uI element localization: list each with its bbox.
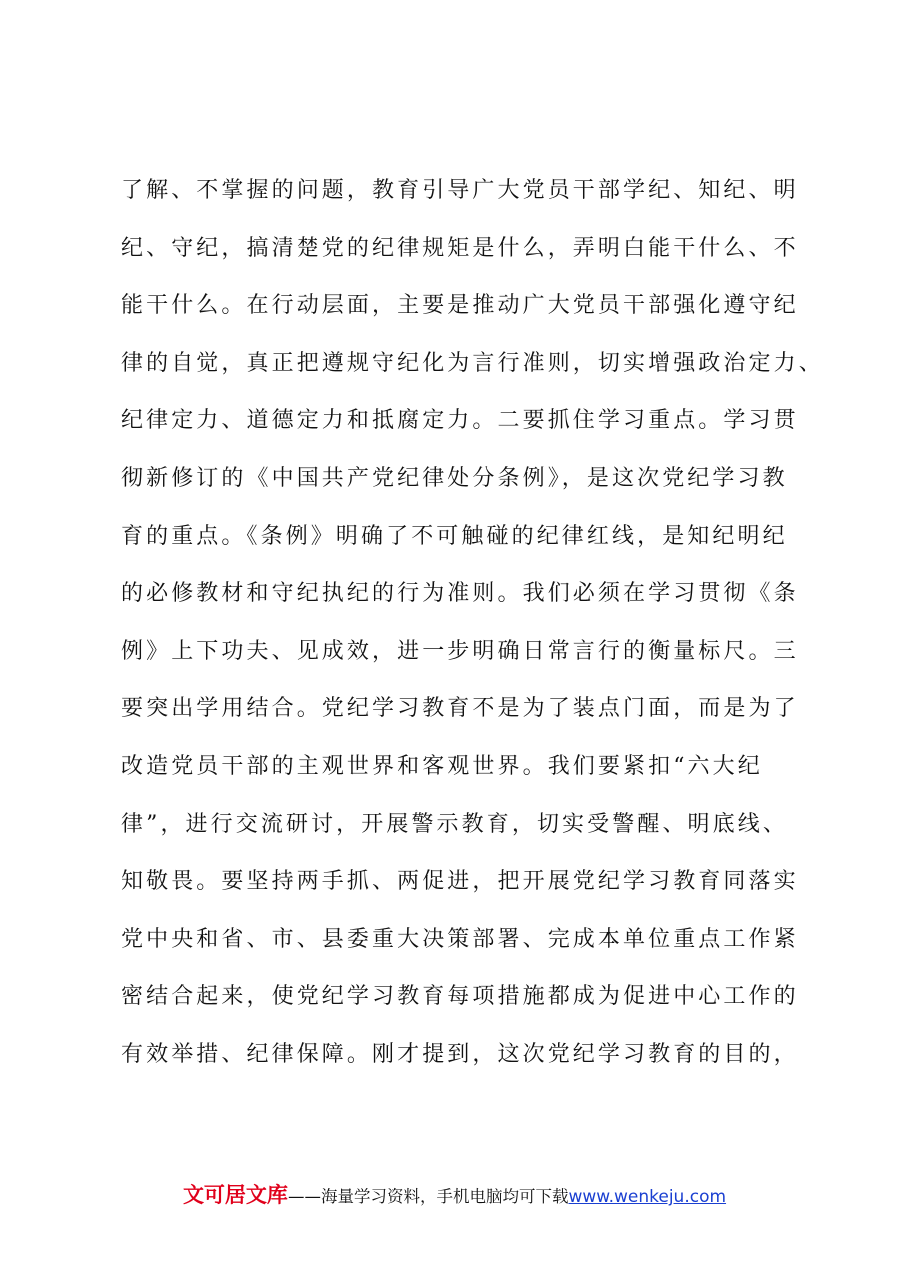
body-paragraph: [121, 162, 824, 1084]
text-line: 例》上下功夫、见成效，进一步明确日常言行的衡量标尺。三: [121, 638, 799, 664]
text-line: 律的自觉，真正把遵规守纪化为言行准则，切实增强政治定力、: [121, 350, 824, 376]
text-line: 要突出学用结合。党纪学习教育不是为了装点门面，而是为了: [121, 696, 799, 722]
text-line: 知敬畏。要坚持两手抓、两促进，把开展党纪学习教育同落实: [121, 869, 799, 895]
text-line: 改造党员干部的主观世界和客观世界。我们要紧扣“六大纪: [121, 753, 763, 779]
text-line: 的必修教材和守纪执纪的行为准则。我们必须在学习贯彻《条: [121, 581, 799, 607]
text-line: 纪、守纪，搞清楚党的纪律规矩是什么，弄明白能干什么、不: [121, 235, 799, 261]
text-line: 能干什么。在行动层面，主要是推动广大党员干部强化遵守纪: [121, 293, 799, 319]
text-line: 纪律定力、道德定力和抵腐定力。二要抓住学习重点。学习贯: [121, 408, 799, 434]
footer-banner: [0, 1182, 909, 1210]
text-line: 了解、不掌握的问题，教育引导广大党员干部学纪、知纪、明: [121, 178, 799, 203]
text-line: 律”，进行交流研讨，开展警示教育，切实受警醒、明底线、: [121, 811, 788, 837]
footer-slogan: ——海量学习资料，手机电脑均可下载: [287, 1187, 569, 1206]
footer-brand: 文可居文库: [182, 1183, 288, 1207]
text-line: 彻新修订的《中国共产党纪律处分条例》，是这次党纪学习教: [121, 465, 788, 491]
text-line: 密结合起来，使党纪学习教育每项措施都成为促进中心工作的: [121, 984, 799, 1010]
text-line: 有效举措、纪律保障。刚才提到，这次党纪学习教育的目的，: [121, 1041, 799, 1067]
text-line: 育的重点。《条例》明确了不可触碰的纪律红线，是知纪明纪: [121, 523, 788, 549]
text-line: 党中央和省、市、县委重大决策部署、完成本单位重点工作紧: [121, 926, 799, 952]
footer-url-link[interactable]: www.wenkeju.com: [568, 1187, 727, 1207]
